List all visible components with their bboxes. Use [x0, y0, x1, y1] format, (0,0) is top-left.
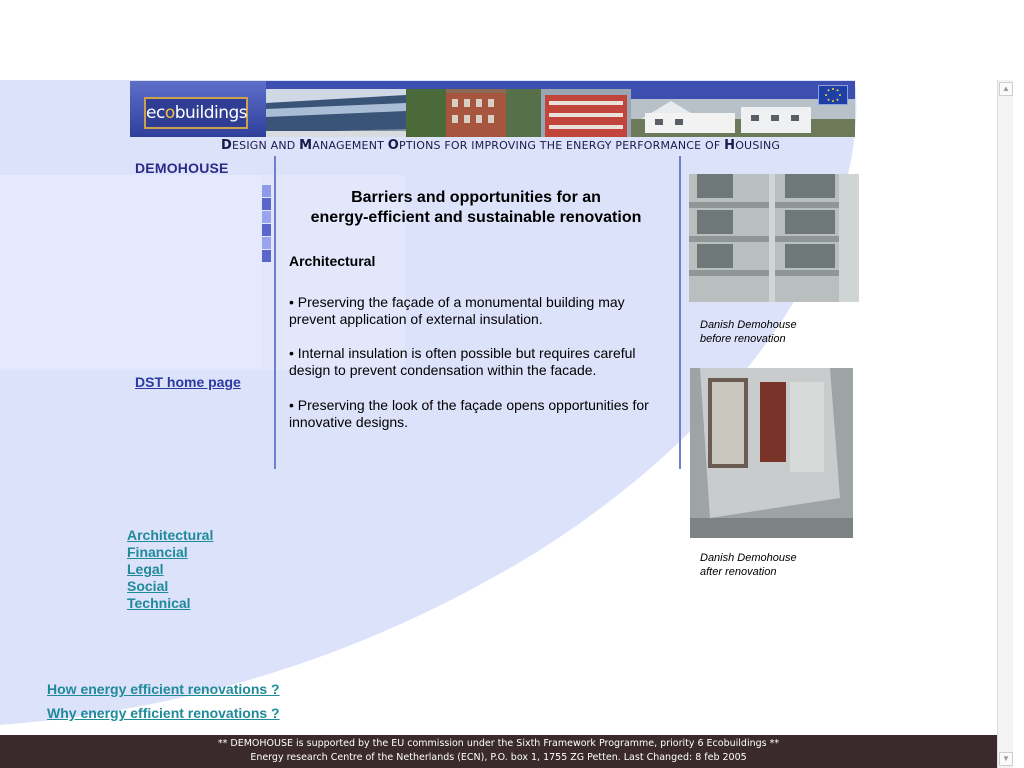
- logo-o: o: [164, 103, 175, 123]
- before-caption: [700, 318, 797, 346]
- before-caption-line1: Danish Demohouse: [700, 319, 797, 331]
- bullet-item: • Preserving the look of the façade opens opportunities for innovative designs.: [289, 397, 649, 430]
- footer-line1: ** DEMOHOUSE is supported by the EU commission under the Sixth Framework Programme, priority 6 Ecobuildings **: [217, 738, 780, 749]
- tagline-letter: O: [387, 138, 400, 153]
- after-renovation-image: [690, 368, 853, 538]
- category-link-social[interactable]: Social: [127, 578, 169, 594]
- logo-suffix: buildings: [174, 103, 248, 123]
- sidebar-title: DEMOHOUSE: [135, 160, 229, 176]
- header-banner: [130, 81, 855, 137]
- square-decoration: [262, 198, 271, 210]
- tagline-letter: M: [299, 138, 313, 153]
- footer-line2: Energy research Centre of the Netherlands (ECN), P.O. box 1, 1755 ZG Petten. Last Changed: 8 feb 2005: [250, 752, 747, 763]
- banner-photo-apartment-block: [541, 89, 631, 137]
- after-caption-line2: after renovation: [700, 566, 777, 578]
- category-links: [127, 527, 213, 612]
- bullet-item: • Internal insulation is often possible but requires careful design to prevent condensation within the facade.: [289, 345, 636, 378]
- scroll-up-arrow-icon[interactable]: ▲: [999, 82, 1013, 96]
- square-decoration: [262, 211, 271, 223]
- footer: [0, 735, 997, 768]
- banner-photo-glass-building: [266, 89, 406, 137]
- square-decoration: [262, 250, 271, 262]
- site-tagline: [221, 138, 780, 153]
- how-renovations-link[interactable]: How energy efficient renovations ?: [47, 681, 280, 697]
- tagline-text: ANAGEMENT: [312, 139, 388, 152]
- square-decoration: [262, 237, 271, 249]
- sidebar-panel: [0, 175, 262, 368]
- tagline-letter: H: [724, 138, 736, 153]
- square-decoration: [262, 224, 271, 236]
- tagline-text: ESIGN AND: [232, 139, 300, 152]
- category-link-architectural[interactable]: Architectural: [127, 527, 214, 543]
- why-renovations-link[interactable]: Why energy efficient renovations ?: [47, 705, 280, 721]
- content-subtitle: Architectural: [289, 253, 376, 269]
- banner-photo-brick-buildings: [406, 89, 541, 137]
- square-decoration: [262, 185, 271, 197]
- logo-prefix: ec: [146, 103, 165, 123]
- dst-home-page-link[interactable]: DST home page: [135, 374, 241, 390]
- ecobuildings-logo[interactable]: [144, 97, 248, 129]
- bullet-item: • Preserving the façade of a monumental building may prevent application of external insulation.: [289, 294, 625, 327]
- decorative-squares: [262, 185, 271, 263]
- before-renovation-image: [689, 174, 859, 302]
- tagline-letter: D: [221, 138, 232, 153]
- tagline-text: OUSING: [735, 139, 781, 152]
- right-divider: [679, 156, 681, 469]
- content-title-line1: Barriers and opportunities for an: [351, 189, 601, 206]
- scroll-down-arrow-icon[interactable]: ▼: [999, 752, 1013, 766]
- vertical-scrollbar[interactable]: [997, 80, 1013, 768]
- eu-flag-icon: [818, 85, 848, 105]
- tagline-text: PTIONS FOR IMPROVING THE ENERGY PERFORMANCE OF: [399, 139, 725, 152]
- after-caption-line1: Danish Demohouse: [700, 552, 797, 564]
- eu-stars-icon: [819, 86, 847, 104]
- category-link-technical[interactable]: Technical: [127, 595, 191, 611]
- content-title: [288, 188, 664, 228]
- category-link-legal[interactable]: Legal: [127, 561, 164, 577]
- content-title-line2: energy-efficient and sustainable renovation: [310, 209, 642, 226]
- category-link-financial[interactable]: Financial: [127, 544, 188, 560]
- left-divider: [274, 156, 276, 469]
- before-caption-line2: before renovation: [700, 333, 786, 345]
- after-caption: [700, 551, 797, 579]
